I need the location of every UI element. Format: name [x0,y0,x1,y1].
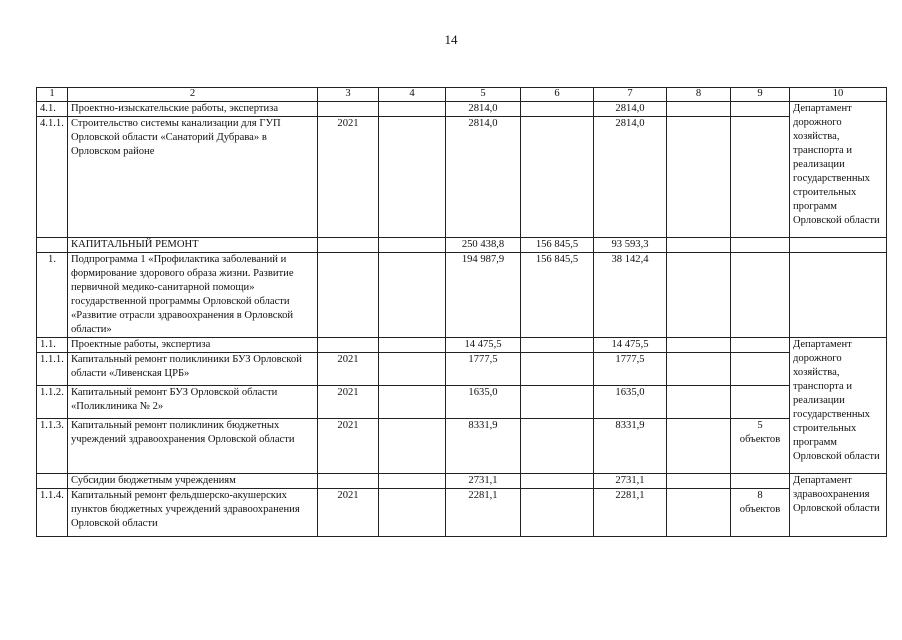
row-col7: 8331,9 [594,419,667,474]
row-col9 [731,353,790,386]
row-number: 1. [37,253,68,338]
column-header: 3 [318,88,379,102]
column-header: 5 [446,88,521,102]
row-col5: 194 987,9 [446,253,521,338]
row-year [318,253,379,338]
row-year: 2021 [318,419,379,474]
row-number: 4.1.1. [37,117,68,238]
row-col6: 156 845,5 [521,238,594,253]
row-col8 [667,253,731,338]
row-col6 [521,117,594,238]
row-col5: 1777,5 [446,353,521,386]
row-name: Субсидии бюджетным учреждениям [68,474,318,489]
row-col9: 8 объектов [731,489,790,537]
row-col8 [667,353,731,386]
row-col8 [667,489,731,537]
row-col7: 1635,0 [594,386,667,419]
column-header: 8 [667,88,731,102]
row-col5: 2281,1 [446,489,521,537]
row-col4 [379,102,446,117]
table-row [37,386,887,419]
row-col9 [731,386,790,419]
row-year: 2021 [318,117,379,238]
row-number: 1.1.2. [37,386,68,419]
row-col7: 2731,1 [594,474,667,489]
row-col6 [521,353,594,386]
row-col9 [731,253,790,338]
row-col6 [521,102,594,117]
column-header: 2 [68,88,318,102]
row-col4 [379,419,446,474]
row-name: Строительство системы канализации для ГУП Орловской области «Санаторий Дубрава» в Орловском районе [68,117,318,238]
row-col7: 2814,0 [594,102,667,117]
row-col9 [731,238,790,253]
row-number: 4.1. [37,102,68,117]
row-name: Капитальный ремонт поликлиники БУЗ Орловской области «Ливенская ЦРБ» [68,353,318,386]
row-number: 1.1. [37,338,68,353]
table-row [37,338,887,353]
row-name: Капитальный ремонт поликлиник бюджетных учреждений здравоохранения Орловской области [68,419,318,474]
table-row [37,253,887,338]
row-number: 1.1.3. [37,419,68,474]
column-header: 1 [37,88,68,102]
header-row [37,88,887,102]
table-row [37,489,887,537]
row-number [37,238,68,253]
row-col8 [667,102,731,117]
row-col6: 156 845,5 [521,253,594,338]
row-col4 [379,353,446,386]
row-year: 2021 [318,489,379,537]
column-header: 10 [790,88,887,102]
row-number: 1.1.4. [37,489,68,537]
row-col8 [667,117,731,238]
row-col4 [379,489,446,537]
row-col7: 38 142,4 [594,253,667,338]
row-year [318,238,379,253]
row-col10 [790,238,887,253]
table-row [37,353,887,386]
row-col5: 14 475,5 [446,338,521,353]
row-name: Подпрограмма 1 «Профилактика заболеваний и формирование здорового образа жизни. Развитие первичной медико-санитарной помощи» государственной программы Орловской области «Развитие отрасли здравоохранения в Орловской области» [68,253,318,338]
column-header: 7 [594,88,667,102]
row-number: 1.1.1. [37,353,68,386]
row-number [37,474,68,489]
row-col4 [379,253,446,338]
row-col5: 2814,0 [446,117,521,238]
responsible-department: Департамент дорожного хозяйства, транспорта и реализации государственных строительных программ Орловской области [790,102,887,238]
row-name: КАПИТАЛЬНЫЙ РЕМОНТ [68,238,318,253]
row-name: Капитальный ремонт фельдшерско-акушерских пунктов бюджетных учреждений здравоохранения Орловской области [68,489,318,537]
row-col4 [379,117,446,238]
row-col8 [667,338,731,353]
row-col8 [667,386,731,419]
row-col7: 1777,5 [594,353,667,386]
row-name: Капитальный ремонт БУЗ Орловской области «Поликлиника № 2» [68,386,318,419]
row-col7: 2814,0 [594,117,667,238]
row-col4 [379,386,446,419]
row-col4 [379,238,446,253]
row-col10 [790,253,887,338]
row-col7: 2281,1 [594,489,667,537]
responsible-department: Департамент здравоохранения Орловской области [790,474,887,537]
column-header: 9 [731,88,790,102]
row-col9 [731,102,790,117]
program-table [36,87,887,537]
row-col8 [667,238,731,253]
row-col9 [731,117,790,238]
row-col9 [731,474,790,489]
table-row [37,474,887,489]
row-name: Проектно-изыскательские работы, экспертиза [68,102,318,117]
table-row [37,238,887,253]
row-col9: 5 объектов [731,419,790,474]
row-col6 [521,386,594,419]
row-col5: 8331,9 [446,419,521,474]
row-col8 [667,474,731,489]
table-row [37,102,887,117]
row-year [318,474,379,489]
row-year: 2021 [318,353,379,386]
row-name: Проектные работы, экспертиза [68,338,318,353]
row-col5: 1635,0 [446,386,521,419]
row-col5: 2731,1 [446,474,521,489]
row-col5: 250 438,8 [446,238,521,253]
row-col9 [731,338,790,353]
column-header: 4 [379,88,446,102]
row-col8 [667,419,731,474]
column-header: 6 [521,88,594,102]
responsible-department: Департамент дорожного хозяйства, транспорта и реализации государственных строительных программ Орловской области [790,338,887,474]
table-row [37,419,887,474]
row-col6 [521,474,594,489]
row-year [318,338,379,353]
page-number: 14 [444,32,458,47]
row-col7: 14 475,5 [594,338,667,353]
row-col4 [379,338,446,353]
row-col4 [379,474,446,489]
row-col6 [521,338,594,353]
table-row [37,117,887,238]
row-col5: 2814,0 [446,102,521,117]
row-col6 [521,419,594,474]
row-col6 [521,489,594,537]
row-year: 2021 [318,386,379,419]
row-year [318,102,379,117]
row-col7: 93 593,3 [594,238,667,253]
